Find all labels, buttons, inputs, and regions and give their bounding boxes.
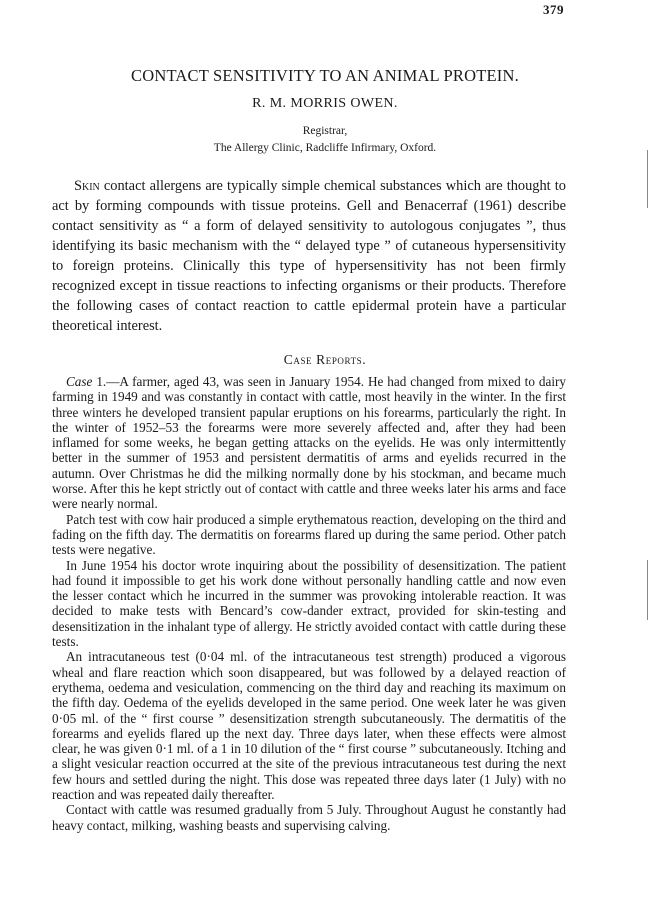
page-number: 379 — [543, 2, 564, 17]
scan-edge-line — [647, 150, 648, 208]
case-label: Case — [66, 374, 93, 389]
case-reports-body — [52, 374, 566, 833]
intro-text: contact allergens are typically simple chemical substances which are thought to act by forming compounds with tissue proteins. Gell and Benacerraf (1961) describe contact sensitivity as “ a form of delayed sensitivity to autologous conjugates ”, thus identifying its basic mechanism with the “ delayed type ” of cutaneous hypersensitivity to foreign proteins. Clinically this type of hypersensitivity has not been firmly recognized except in tissue reactions to infecting organisms or their products. Therefore the following cases of contact reaction to cattle epidermal protein have a particular theoretical interest. — [52, 178, 566, 334]
case-1-text: 1.—A farmer, aged 43, was seen in January 1954. He had changed from mixed to dairy farming in 1949 and was constantly in contact with cattle, most heavily in the winter. In the first three winters he developed transient papular eruptions on his forearms, particularly the right. In the winter of 1952–53 the forearms were more severely affected and, after they had been inflamed for some weeks, he began getting attacks on the eyelids. He was only intermittently better in the summer of 1953 and persistent dermatitis of arms and eyelids recurred in the autumn. Over Christmas he did the milking normally done by his stockman, and became much worse. After this he kept strictly out of contact with cattle and three weeks later his arms and face were nearly normal. — [52, 374, 566, 512]
case-1-paragraph — [52, 374, 566, 512]
author-role: Registrar, — [302, 125, 348, 137]
intro-lead-word: Skin — [74, 178, 100, 194]
intro-paragraph — [52, 176, 566, 336]
section-heading: Case Reports. — [283, 352, 367, 367]
article-author: R. M. MORRIS OWEN. — [252, 96, 398, 111]
author-affiliation: The Allergy Clinic, Radcliffe Infirmary, Oxford. — [213, 142, 437, 154]
scan-edge-line — [647, 560, 648, 620]
body-paragraph-patch-test: Patch test with cow hair produced a simple erythematous reaction, developing on the third and fading on the fifth day. The dermatitis on forearms flared up during the same period. Other patch tests were negative. — [52, 511, 566, 558]
body-paragraph-desensitization: In June 1954 his doctor wrote inquiring about the possibility of desensitization. The patient had found it impossible to get his work done without personally handling cattle and now even the lesser contact which he incurred in the summer was provoking intolerable reaction. It was decided to make tests with Bencard’s cow-dander extract, provided for skin-testing and desensitization in the inhalant type of allergy. He strictly avoided contact with cattle during these tests. — [52, 557, 566, 650]
article-title: CONTACT SENSITIVITY TO AN ANIMAL PROTEIN. — [131, 66, 519, 85]
body-paragraph-contact-resumed: Contact with cattle was resumed gradually from 5 July. Throughout August he constantly had heavy contact, milking, washing beasts and supervising calving. — [52, 802, 566, 833]
body-paragraph-intracutaneous-test: An intracutaneous test (0·04 ml. of the intracutaneous test strength) produced a vigorous wheal and flare reaction which soon disappeared, but was followed by a delayed reaction of erythema, oedema and vesiculation, commencing on the third day and reaching its maximum on the fifth day. Oedema of the eyelids developed in the same period. One week later he was given 0·05 ml. of the “ first course ” desensitization strength subcutaneously. The dermatitis of the forearms and eyelids flared up the next day. Three days later, when these effects were almost clear, he was given 0·1 ml. of a 1 in 10 dilution of the “ first course ” subcutaneously. Itching and a slight vesicular reaction occurred at the site of the previous intracutaneous test during the next few hours and settled during the night. This dose was repeated three days later (1 July) with no reaction and was repeated daily thereafter. — [52, 649, 566, 803]
